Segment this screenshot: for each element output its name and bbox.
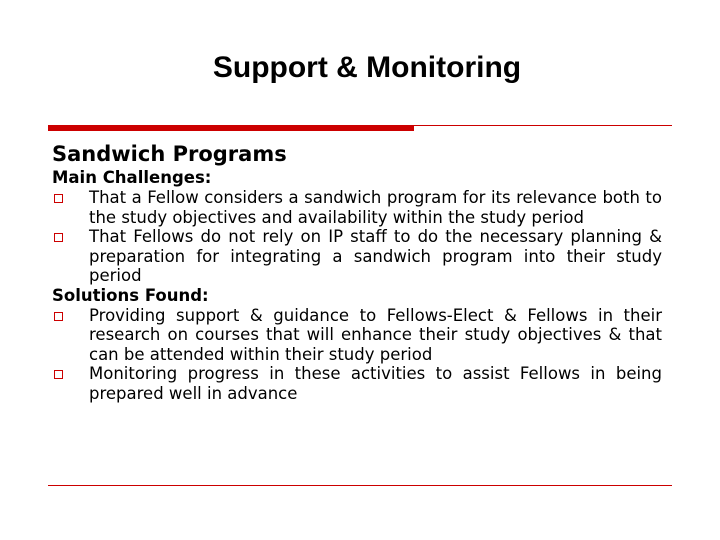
- list-item-text: Monitoring progress in these activities to assist Fellows in being prepared well in advance: [89, 364, 662, 403]
- list-item-text: That a Fellow considers a sandwich program for its relevance both to the study objectives and availability within the study period: [89, 188, 662, 227]
- list-item: [52, 306, 662, 365]
- list-item: [52, 364, 662, 403]
- hollow-square-icon: [54, 233, 63, 242]
- footer-divider: [48, 485, 672, 486]
- hollow-square-icon: [54, 370, 63, 379]
- section-heading-challenges: Main Challenges:: [52, 168, 212, 187]
- title-divider-thick: [48, 125, 414, 131]
- list-item-text: That Fellows do not rely on IP staff to do the necessary planning & preparation for integrating a sandwich program into their study period: [89, 227, 662, 285]
- list-item: [52, 227, 662, 286]
- challenges-list: [52, 188, 662, 286]
- slide-title: Support & Monitoring: [212, 51, 522, 84]
- list-item-text: Providing support & guidance to Fellows-Elect & Fellows in their research on courses that will enhance their study objectives & that can be attended within their study period: [89, 305, 662, 364]
- hollow-square-icon: [54, 312, 63, 321]
- slide-content: [52, 140, 662, 403]
- list-item: [52, 188, 662, 227]
- solutions-list: [52, 306, 662, 404]
- slide-subtitle: Sandwich Programs: [52, 142, 287, 166]
- section-heading-solutions: Solutions Found:: [52, 285, 209, 305]
- hollow-square-icon: [54, 194, 63, 203]
- title-divider-thin: [414, 125, 672, 126]
